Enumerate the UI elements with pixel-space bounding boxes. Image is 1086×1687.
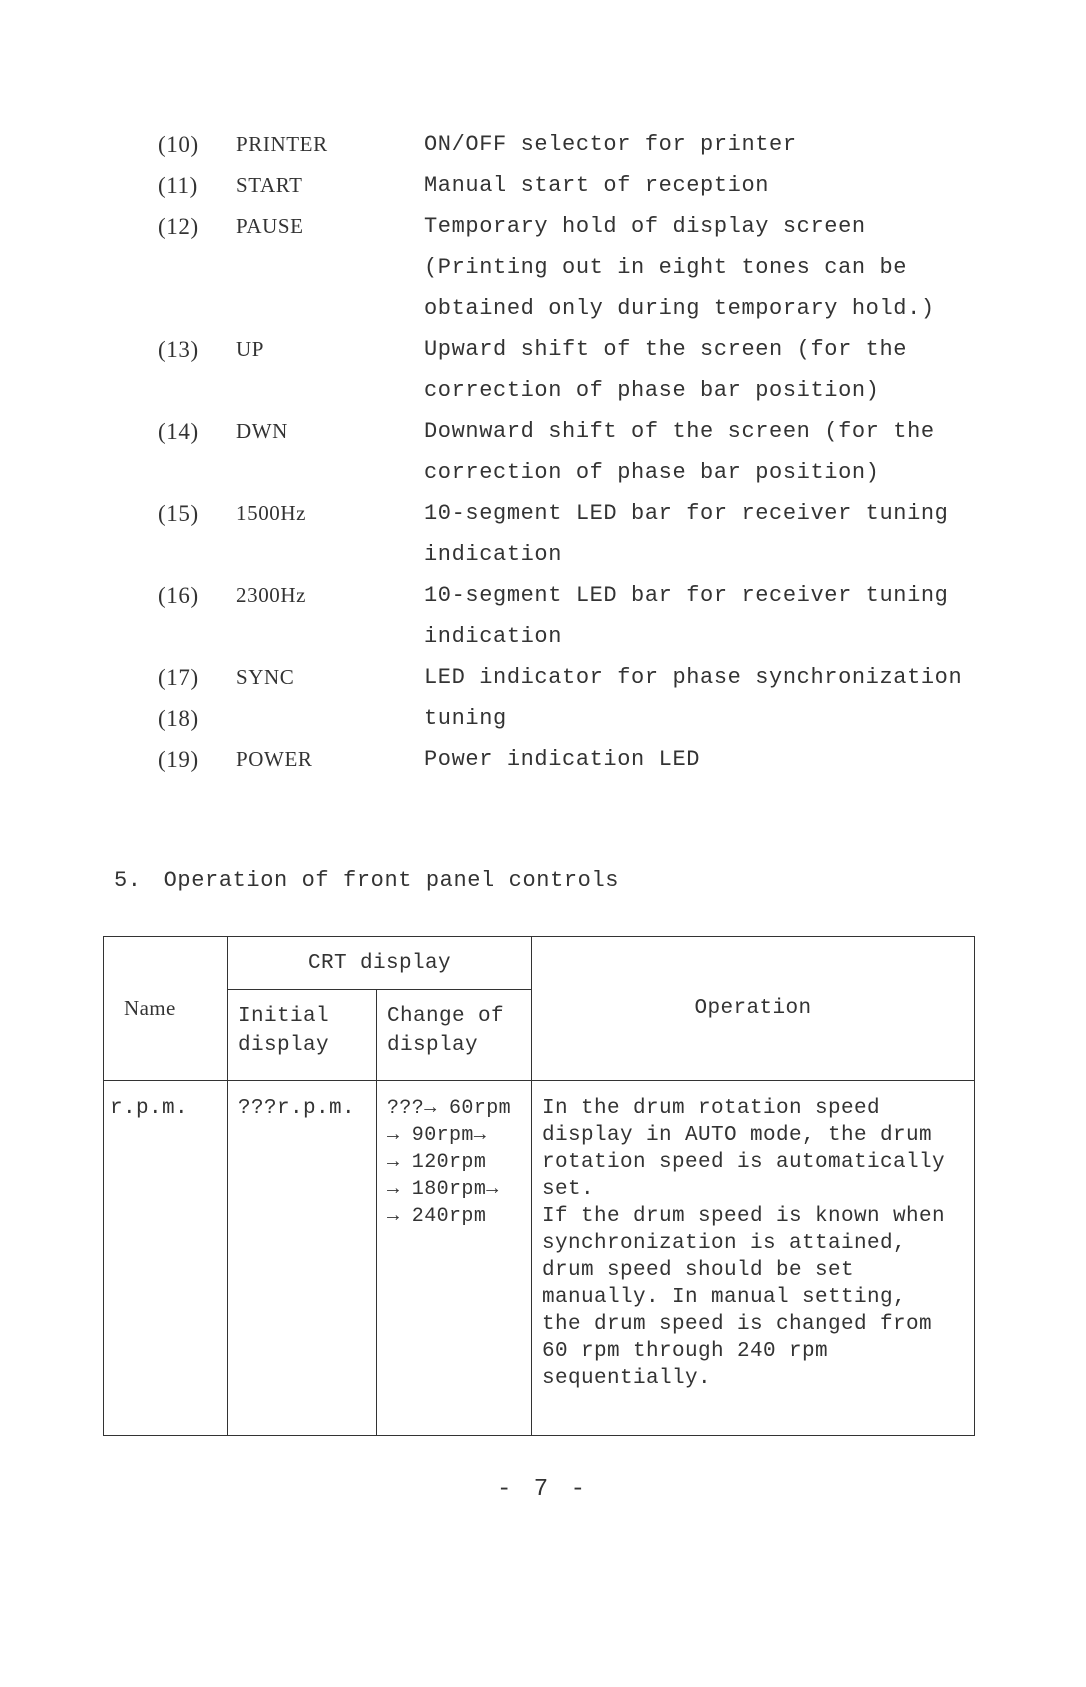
description-line: 10-segment LED bar for receiver tuning <box>424 501 949 526</box>
operation-line: sequentially. <box>542 1367 712 1390</box>
control-number: (11) <box>158 173 198 198</box>
header-change-display <box>377 990 532 1081</box>
control-key: 1500Hz <box>236 501 307 525</box>
control-number: (19) <box>158 747 199 772</box>
operation-line: 60 rpm through 240 rpm <box>542 1340 829 1363</box>
controls-list <box>158 124 988 780</box>
control-description <box>424 165 988 206</box>
description-line: correction of phase bar position) <box>424 460 880 485</box>
description-line: Manual start of reception <box>424 173 770 198</box>
change-line: → 240rpm <box>387 1205 487 1228</box>
header-name: Name <box>104 937 228 1081</box>
header-initial-display <box>228 990 377 1081</box>
description-line: tuning <box>424 706 507 731</box>
control-number: (12) <box>158 214 199 239</box>
description-line: Downward shift of the screen (for the <box>424 419 935 444</box>
control-row <box>158 698 988 739</box>
control-row <box>158 657 988 698</box>
operation-line: set. <box>542 1178 595 1201</box>
control-key: 2300Hz <box>236 583 307 607</box>
control-row <box>158 165 988 206</box>
control-row <box>158 411 988 493</box>
control-key: START <box>236 173 303 197</box>
control-key: POWER <box>236 747 313 771</box>
operation-table <box>103 936 975 1436</box>
control-row <box>158 124 988 165</box>
description-line: 10-segment LED bar for receiver tuning <box>424 583 949 608</box>
control-key: DWN <box>236 419 288 443</box>
control-number: (15) <box>158 501 199 526</box>
description-line: indication <box>424 542 563 567</box>
change-line: ???→ 60rpm <box>387 1097 512 1120</box>
description-line: (Printing out in eight tones can be <box>424 255 908 280</box>
cell-change-display <box>377 1081 532 1436</box>
change-line: → 90rpm→ <box>387 1124 487 1147</box>
change-line: → 120rpm <box>387 1151 487 1174</box>
header-crt-display: CRT display <box>228 937 532 990</box>
operation-line: In the drum rotation speed <box>542 1097 881 1120</box>
control-description <box>424 493 988 575</box>
cell-operation <box>532 1081 975 1436</box>
control-number: (13) <box>158 337 199 362</box>
operation-line: drum speed should be set <box>542 1259 855 1282</box>
control-row <box>158 739 988 780</box>
control-key: PAUSE <box>236 214 304 238</box>
page-number: - 7 - <box>496 1476 589 1503</box>
control-description <box>424 575 988 657</box>
control-description <box>424 411 988 493</box>
control-row <box>158 206 988 329</box>
control-number: (14) <box>158 419 199 444</box>
control-description <box>424 329 988 411</box>
table-header-row <box>104 937 975 990</box>
operation-line: manually. In manual setting, <box>542 1286 907 1309</box>
control-description <box>424 124 988 165</box>
control-key: SYNC <box>236 665 295 689</box>
header-line: Change of <box>387 1005 505 1028</box>
operation-line: If the drum speed is known when <box>542 1205 946 1228</box>
control-row <box>158 493 988 575</box>
control-number: (16) <box>158 583 199 608</box>
description-line: Temporary hold of display screen <box>424 214 866 239</box>
control-description <box>424 206 988 329</box>
cell-initial-display: ???r.p.m. <box>228 1081 377 1436</box>
description-line: LED indicator for phase synchronization <box>424 665 963 690</box>
header-line: Initial <box>238 1005 330 1028</box>
control-number: (17) <box>158 665 199 690</box>
control-description <box>424 739 988 780</box>
description-line: correction of phase bar position) <box>424 378 880 403</box>
control-description <box>424 698 988 739</box>
control-key: UP <box>236 337 265 361</box>
section-heading <box>114 868 619 893</box>
control-key: PRINTER <box>236 132 328 156</box>
control-description <box>424 657 988 698</box>
control-key <box>236 698 424 739</box>
control-number: (18) <box>158 706 199 731</box>
description-line: Power indication LED <box>424 747 701 772</box>
operation-line: display in AUTO mode, the drum <box>542 1124 933 1147</box>
description-line: obtained only during temporary hold.) <box>424 296 935 321</box>
operation-line: the drum speed is changed from <box>542 1313 933 1336</box>
control-row <box>158 329 988 411</box>
description-line: ON/OFF selector for printer <box>424 132 797 157</box>
header-line: display <box>387 1034 479 1057</box>
operation-line: synchronization is attained, <box>542 1232 907 1255</box>
header-operation: Operation <box>532 937 975 1081</box>
header-line: display <box>238 1034 330 1057</box>
operation-line: rotation speed is automatically <box>542 1151 946 1174</box>
table-row <box>104 1081 975 1436</box>
section-title: Operation of front panel controls <box>163 868 620 893</box>
control-number: (10) <box>158 132 199 157</box>
description-line: indication <box>424 624 563 649</box>
description-line: Upward shift of the screen (for the <box>424 337 908 362</box>
control-row <box>158 575 988 657</box>
change-line: → 180rpm→ <box>387 1178 499 1201</box>
cell-name: r.p.m. <box>104 1081 228 1436</box>
section-number: 5. <box>114 868 142 893</box>
